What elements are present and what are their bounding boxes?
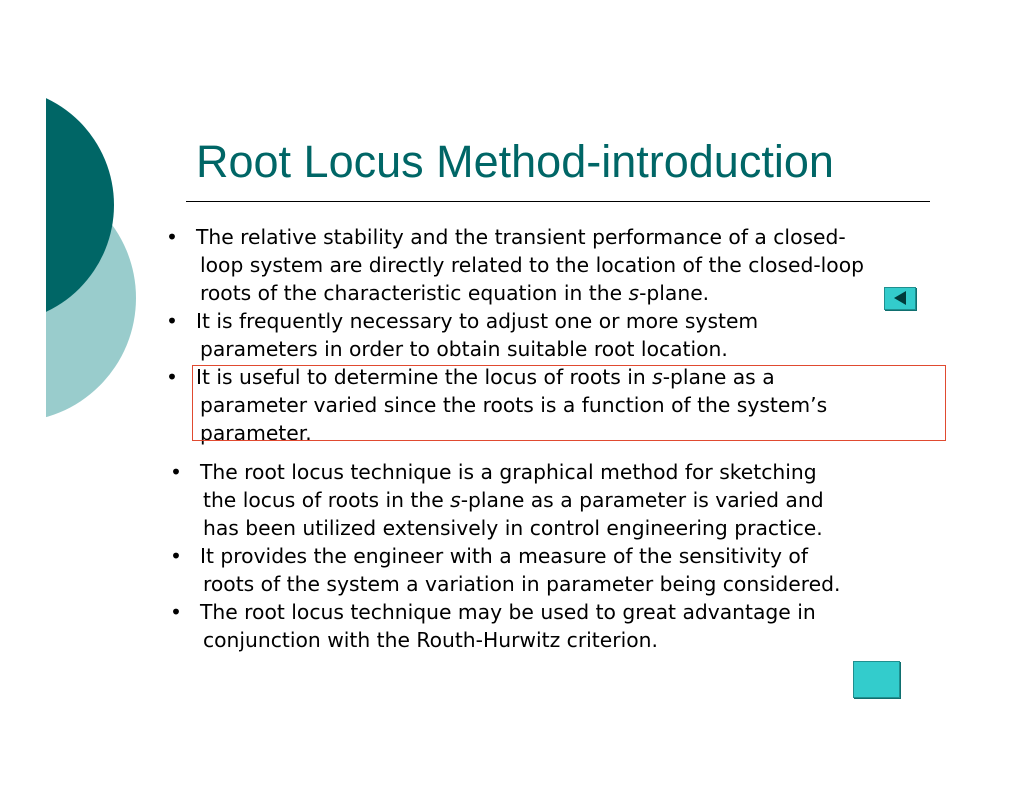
bullet-line: parameter. (200, 421, 312, 445)
bullet-marker: • (166, 365, 178, 389)
bullet-line: parameter varied since the roots is a function of the system’s (200, 393, 828, 417)
bullet-marker: • (170, 600, 182, 624)
back-arrow-icon (894, 291, 906, 305)
bullet-marker: • (166, 225, 178, 249)
bullet-line: loop system are directly related to the location of the closed-loop (200, 253, 864, 277)
left-margin-mask (0, 0, 46, 791)
bullet-item (166, 307, 864, 363)
bullet-line: the locus of roots in the s-plane as a parameter is varied and (203, 488, 824, 512)
bullet-item (170, 458, 840, 542)
title-underline (186, 201, 930, 202)
highlight-box (192, 365, 946, 441)
bullet-marker: • (170, 544, 182, 568)
bullet-item (166, 223, 864, 307)
back-button[interactable] (884, 287, 916, 310)
page-title: Root Locus Method-introduction (196, 136, 834, 187)
bullet-marker: • (170, 460, 182, 484)
bullet-line: It is frequently necessary to adjust one or more system (196, 309, 759, 333)
bullet-line: roots of the characteristic equation in the s-plane. (200, 281, 710, 305)
bullet-item (170, 542, 841, 598)
bullet-line: The relative stability and the transient performance of a closed- (196, 225, 846, 249)
bullet-line: conjunction with the Routh-Hurwitz criterion. (203, 628, 658, 652)
bullet-line: It is useful to determine the locus of roots in s-plane as a (196, 365, 775, 389)
bullet-line: parameters in order to obtain suitable root location. (200, 337, 728, 361)
bullet-list-bottom (170, 458, 841, 654)
bullet-item (170, 598, 840, 654)
bullet-marker: • (166, 309, 178, 333)
bullet-line: It provides the engineer with a measure of the sensitivity of (200, 544, 808, 568)
blank-square-button[interactable] (853, 661, 900, 698)
bullet-line: The root locus technique is a graphical method for sketching (200, 460, 817, 484)
bullet-line: roots of the system a variation in parameter being considered. (203, 572, 841, 596)
bullet-line: has been utilized extensively in control engineering practice. (203, 516, 823, 540)
bullet-line: The root locus technique may be used to great advantage in (200, 600, 816, 624)
